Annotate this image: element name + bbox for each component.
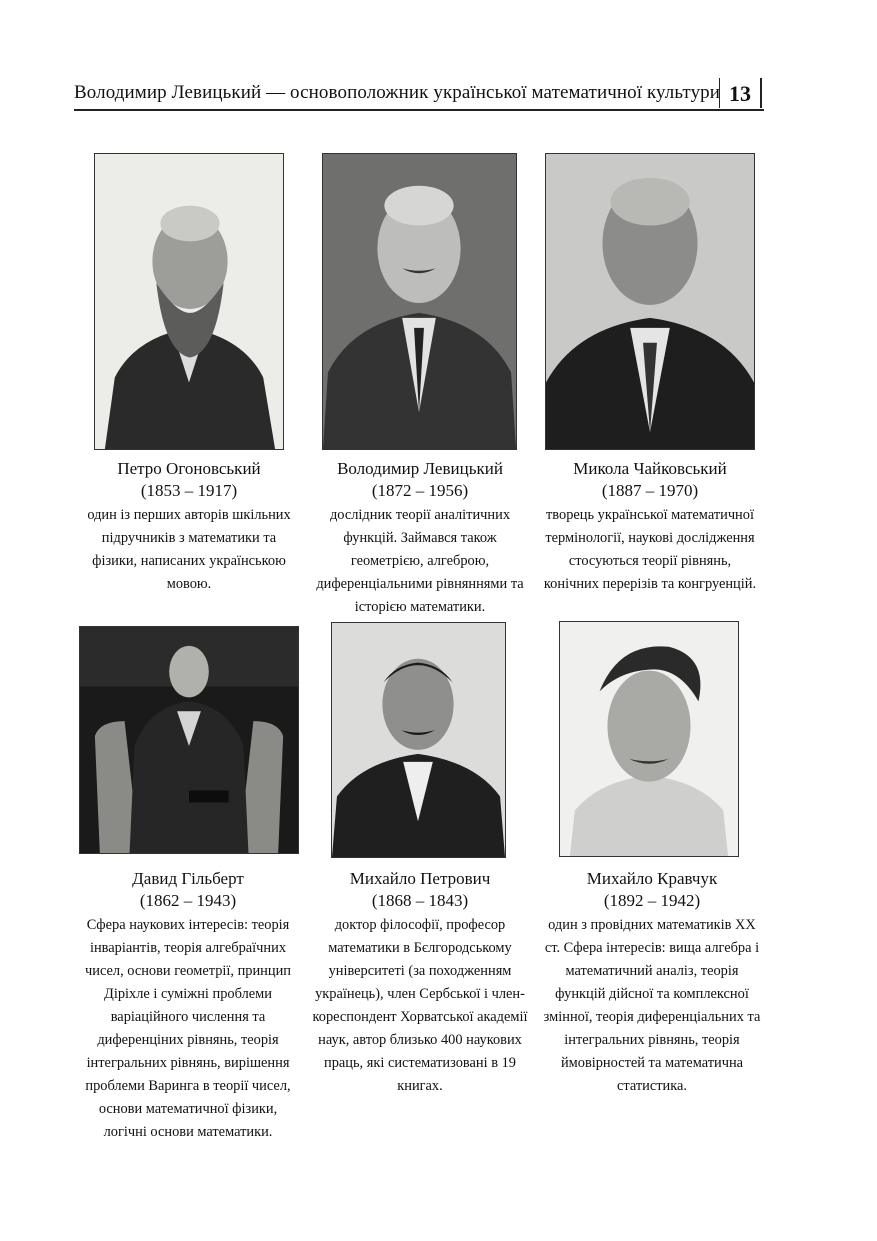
caption-hilbert: [76, 868, 300, 1144]
person-years: (1892 – 1942): [603, 891, 701, 910]
person-years: (1853 – 1917): [140, 481, 238, 500]
person-name: Петро Огоновський: [117, 459, 261, 478]
caption-kravchuk: [540, 868, 764, 1098]
caption-ogonovsky: [84, 458, 294, 596]
header-rule: [74, 109, 764, 111]
person-description: один із перших авторів шкільних підручників з математики та фізики, написаних українською мовою.: [87, 507, 291, 592]
person-name: Микола Чайковський: [573, 459, 727, 478]
caption-chaikovsky: [543, 458, 757, 596]
person-years: (1868 – 1843): [371, 891, 469, 910]
person-name: Михайло Кравчук: [586, 869, 718, 888]
person-description: дослідник теорії аналітичних функцій. Займався також геометрією, алгеброю, диференціальними рівняннями та історією математики.: [316, 507, 524, 615]
page-number: 13: [719, 78, 762, 108]
portrait-levytsky: [322, 153, 517, 450]
person-years: (1872 – 1956): [371, 481, 469, 500]
person-years: (1887 – 1970): [601, 481, 699, 500]
portrait-hilbert: [79, 626, 299, 854]
portrait-petrovych: [331, 622, 506, 858]
portrait-ogonovsky: [94, 153, 284, 450]
person-description: доктор філософії, професор математики в Бєлгородському університеті (за походженням українець), член Сербської і член-кореспондент Хорватської академії наук, автор близько 400 наукових праць, які систематизовані в 19 книгах.: [312, 917, 528, 1094]
person-description: Сфера наукових інтересів: теорія інваріантів, теорія алгебраїчних чисел, основи геометрії, принцип Діріхле і суміжні проблеми варіаційного числення та диференціних рівнянь, теорія інтегральних рівнянь, вирішення проблеми Варинга в теорії чисел, основи математичної фізики, логічні основи математики.: [85, 917, 291, 1140]
person-name: Михайло Петрович: [349, 869, 491, 888]
running-header: [74, 76, 764, 112]
person-name: Володимир Левицький: [337, 459, 503, 478]
caption-petrovych: [308, 868, 532, 1098]
person-name: Давид Гільберт: [132, 869, 244, 888]
caption-levytsky: [310, 458, 530, 619]
portrait-chaikovsky: [545, 153, 755, 450]
running-header-title: Володимир Левицький — основоположник української математичної культури: [74, 82, 721, 103]
person-description: один з провідних математиків XX ст. Сфера інтересів: вища алгебра і математичний аналіз, теорія функцій дійсної та комплексної змінної, теорія диференціальних та інтегральних рівнянь, теорія ймовірностей та математична статистика.: [543, 917, 761, 1094]
portrait-kravchuk: [559, 621, 739, 857]
person-description: творець української математичної термінології, наукові дослідження стосуються теорії рівнянь, конічних перерізів та конгруенцій.: [543, 507, 757, 592]
person-years: (1862 – 1943): [139, 891, 237, 910]
